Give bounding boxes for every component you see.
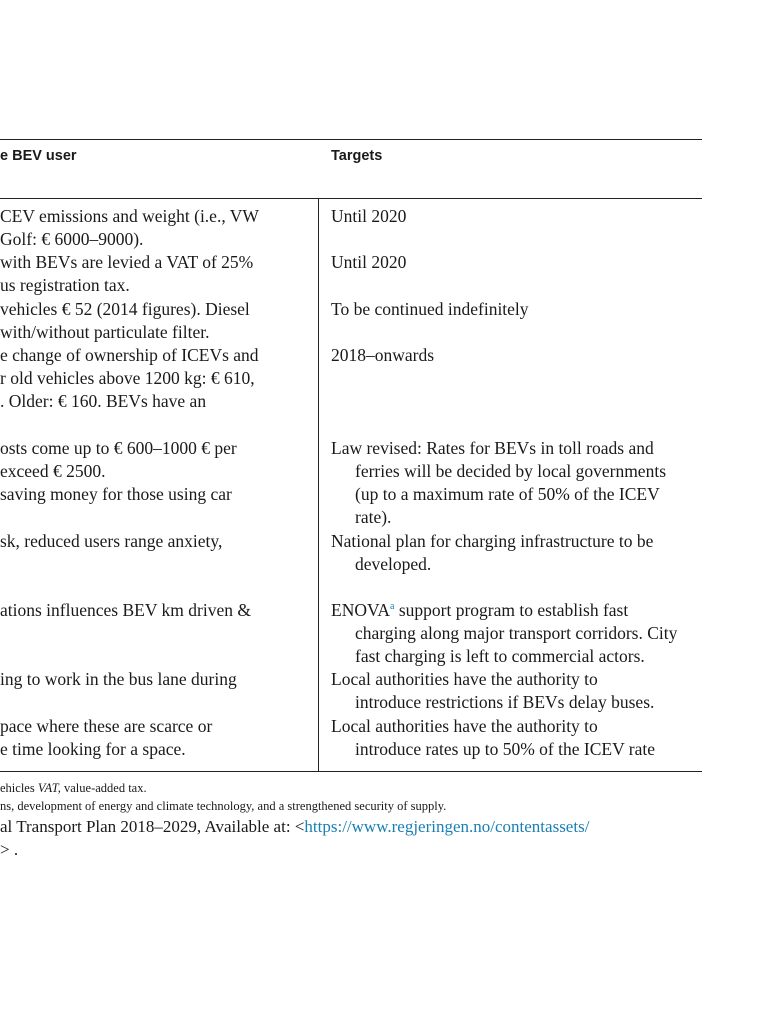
cell-left-registration-tax: CEV emissions and weight (i.e., VW Golf: € 6000–9000). xyxy=(0,206,259,249)
cell-target-toll-roads: Law revised: Rates for BEVs in toll roads and ferries will be decided by local governments (up to a maximum rate of 50% of the ICEV rate). xyxy=(331,438,667,527)
cell-left-vat: with BEVs are levied a VAT of 25% us registration tax. xyxy=(0,252,254,295)
column-header-targets: Targets xyxy=(331,148,383,164)
cell-target-ownership-change: 2018–onwards xyxy=(331,345,435,365)
footnote-source-end: > . xyxy=(0,840,19,859)
footnote-a-marker[interactable]: a xyxy=(390,601,395,613)
table-header-rule xyxy=(0,198,702,199)
cell-left-saving-money: saving money for those using car xyxy=(0,484,232,504)
table-bottom-rule xyxy=(0,771,702,772)
cell-left-toll-costs: osts come up to € 600–1000 € per exceed € 2500. xyxy=(0,438,237,481)
column-header-bev-user: e BEV user xyxy=(0,148,77,164)
footnote-abbreviations: ehicles VAT, value-added tax. xyxy=(0,781,147,795)
cell-target-registration-tax: Until 2020 xyxy=(331,206,407,226)
table-top-rule xyxy=(0,139,702,140)
source-url-link[interactable]: https://www.regjeringen.no/contentassets/ xyxy=(304,817,590,836)
cell-left-charging-stations: ations influences BEV km driven & xyxy=(0,600,251,620)
cell-target-charging-plan: National plan for charging infrastructure to be developed. xyxy=(331,531,654,574)
cell-target-enova: ENOVA$^a$ support program to establish fast charging along major transport corridors. City fast charging is left to commercial actors. xyxy=(331,600,678,666)
cell-target-bus-lane: Local authorities have the authority to introduce restrictions if BEVs delay buses. xyxy=(331,669,655,712)
footnote-a: ns, development of energy and climate technology, and a strengthened security of supply. xyxy=(0,799,447,813)
cell-left-bus-lane: ing to work in the bus lane during xyxy=(0,669,237,689)
cell-target-annual-fee: To be continued indefinitely xyxy=(331,299,529,319)
cell-left-parking: pace where these are scarce or e time looking for a space. xyxy=(0,716,213,759)
cell-target-vat: Until 2020 xyxy=(331,252,407,272)
table-column-divider xyxy=(318,199,319,772)
cell-left-ownership-change: e change of ownership of ICEVs and r old vehicles above 1200 kg: € 610, . Older: € 160. BEVs have an xyxy=(0,345,259,411)
cell-target-parking: Local authorities have the authority to introduce rates up to 50% of the ICEV rate xyxy=(331,716,656,759)
footnote-source: al Transport Plan 2018–2029, Available at: <https://www.regjeringen.no/contentassets/ xyxy=(0,817,590,836)
cell-left-annual-fee: vehicles € 52 (2014 figures). Diesel with/without particulate filter. xyxy=(0,299,250,342)
cell-left-range-anxiety: sk, reduced users range anxiety, xyxy=(0,531,223,551)
